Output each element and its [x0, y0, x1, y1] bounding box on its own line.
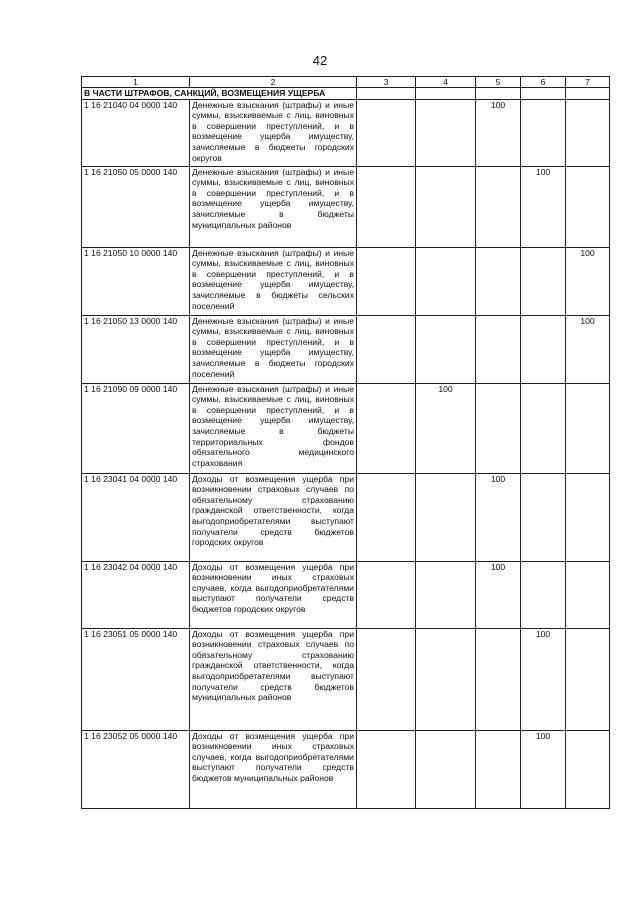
value-col-5 [476, 730, 521, 808]
table-row [82, 628, 610, 730]
header-col-6: 6 [521, 77, 566, 88]
description-cell: Денежные взыскания (штрафы) и иные суммы, взыскиваемые с лиц, виновных в совершении преступлений, и в возмещение ущерба имуществу, зачисляемые в бюджеты городских поселений [190, 315, 357, 383]
code-cell: 1 16 21050 13 0000 140 [82, 315, 190, 383]
value-col-5: 100 [476, 561, 521, 628]
table-row [82, 99, 610, 166]
section-row [82, 88, 610, 100]
table-body [82, 99, 610, 808]
value-col-3 [357, 247, 416, 315]
header-row [82, 77, 610, 88]
description-cell: Доходы от возмещения ущерба при возникновении страховых случаев по обязательному страхованию гражданской ответственности, когда выгодоприобретателями выступают получатели средств бюджетов городских округов [190, 473, 357, 561]
value-col-7 [566, 99, 610, 166]
value-col-5 [476, 628, 521, 730]
table-row [82, 473, 610, 561]
value-col-6 [521, 247, 566, 315]
table-row [82, 730, 610, 808]
value-col-7 [566, 628, 610, 730]
value-col-3 [357, 473, 416, 561]
description-cell: Денежные взыскания (штрафы) и иные суммы, взыскиваемые с лиц, виновных в совершении преступлений, и в возмещение ущерба имуществу, зачисляемые в бюджеты сельских поселений [190, 247, 357, 315]
page-number: 42 [312, 53, 328, 68]
value-col-6: 100 [521, 628, 566, 730]
value-col-4 [416, 628, 476, 730]
description-cell: Доходы от возмещения ущерба при возникновении страховых случаев по обязательному страхованию гражданской ответственности, когда выгодоприобретателями выступают получатели средств бюджетов муниципальных районов [190, 628, 357, 730]
header-col-4: 4 [416, 77, 476, 88]
value-col-3 [357, 730, 416, 808]
header-col-2: 2 [190, 77, 357, 88]
table-row [82, 166, 610, 247]
value-col-6 [521, 99, 566, 166]
value-col-3 [357, 99, 416, 166]
value-col-4 [416, 315, 476, 383]
value-col-3 [357, 628, 416, 730]
value-col-3 [357, 315, 416, 383]
table-row [82, 383, 610, 473]
value-col-3 [357, 383, 416, 473]
value-col-7 [566, 561, 610, 628]
value-col-4 [416, 247, 476, 315]
value-col-5 [476, 247, 521, 315]
code-cell: 1 16 21050 10 0000 140 [82, 247, 190, 315]
table-row [82, 561, 610, 628]
description-cell: Денежные взыскания (штрафы) и иные суммы, взыскиваемые с лиц, виновных в совершении преступлений, и в возмещение ущерба имуществу, зачисляемые в бюджеты территориальных фондов обязательного медицинского страхования [190, 383, 357, 473]
description-cell: Доходы от возмещения ущерба при возникновении иных страховых случаев, когда выгодоприобретателями выступают получатели средств бюджетов городских округов [190, 561, 357, 628]
value-col-3 [357, 561, 416, 628]
header-col-3: 3 [357, 77, 416, 88]
value-col-5 [476, 315, 521, 383]
section-title: В ЧАСТИ ШТРАФОВ, САНКЦИЙ, ВОЗМЕЩЕНИЯ УЩЕРБА [82, 88, 357, 100]
value-col-4: 100 [416, 383, 476, 473]
code-cell: 1 16 21040 04 0000 140 [82, 99, 190, 166]
value-col-7 [566, 473, 610, 561]
description-cell: Денежные взыскания (штрафы) и иные суммы, взыскиваемые с лиц, виновных в совершении преступлений, и в возмещение ущерба имуществу, зачисляемые в бюджеты городских округов [190, 99, 357, 166]
value-col-3 [357, 166, 416, 247]
description-cell: Доходы от возмещения ущерба при возникновении иных страховых случаев, когда выгодоприобретателями выступают получатели средств бюджетов муниципальных районов [190, 730, 357, 808]
value-col-5 [476, 166, 521, 247]
value-col-6: 100 [521, 730, 566, 808]
value-col-6 [521, 561, 566, 628]
code-cell: 1 16 23041 04 0000 140 [82, 473, 190, 561]
code-cell: 1 16 21090 09 0000 140 [82, 383, 190, 473]
budget-table [81, 76, 610, 809]
value-col-7 [566, 166, 610, 247]
value-col-6 [521, 315, 566, 383]
value-col-4 [416, 473, 476, 561]
description-cell: Денежные взыскания (штрафы) и иные суммы, взыскиваемые с лиц, виновных в совершении преступлений, и в возмещение ущерба имуществу, зачисляемые в бюджеты муниципальных районов [190, 166, 357, 247]
value-col-4 [416, 99, 476, 166]
table-row [82, 247, 610, 315]
header-col-1: 1 [82, 77, 190, 88]
value-col-6 [521, 473, 566, 561]
value-col-7: 100 [566, 315, 610, 383]
code-cell: 1 16 23051 05 0000 140 [82, 628, 190, 730]
value-col-7 [566, 383, 610, 473]
value-col-6: 100 [521, 166, 566, 247]
value-col-5: 100 [476, 473, 521, 561]
value-col-7: 100 [566, 247, 610, 315]
value-col-7 [566, 730, 610, 808]
code-cell: 1 16 21050 05 0000 140 [82, 166, 190, 247]
table-row [82, 315, 610, 383]
header-col-5: 5 [476, 77, 521, 88]
code-cell: 1 16 23042 04 0000 140 [82, 561, 190, 628]
code-cell: 1 16 23052 05 0000 140 [82, 730, 190, 808]
value-col-4 [416, 166, 476, 247]
header-col-7: 7 [566, 77, 610, 88]
value-col-4 [416, 561, 476, 628]
value-col-5: 100 [476, 99, 521, 166]
value-col-5 [476, 383, 521, 473]
value-col-4 [416, 730, 476, 808]
value-col-6 [521, 383, 566, 473]
